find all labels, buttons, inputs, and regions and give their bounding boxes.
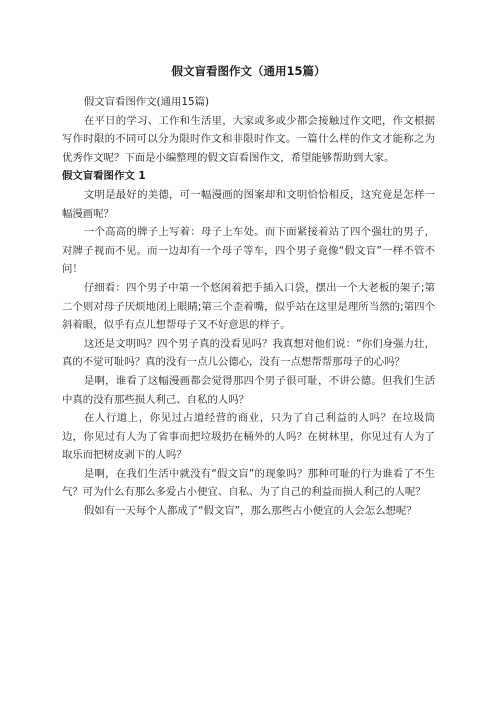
body-paragraph-7: 是啊，在我们生活中就没有“假文盲”的现象吗？那种可耻的行为谁看了不生气？可为什么有那么多爱占小便宜、自私、为了自己的利益而损人利己的人呢？ (62, 467, 435, 499)
body-paragraph-6: 在人行道上，你见过占道经营的商业，只为了自己利益的人吗？在垃圾筒边，你见过有人为了省事而把垃圾扔在桶外的人吗？在树林里，你见过有人为了取乐而把树皮剥下的人吗？ (62, 412, 435, 462)
body-paragraph-5: 是啊，谁看了这幅漫画都会觉得那四个男子很可耻，不讲公德。但我们生活中真的没有那些损人利己、自私的人吗？ (62, 374, 435, 406)
body-paragraph-4: 这还是文明吗？四个男子真的没看见吗？我真想对他们说：“你们身强力壮，真的不觉可耻吗？真的没有一点儿公德心，没有一点想帮帮那母子的心吗？ (62, 337, 435, 369)
body-paragraph-2: 一个高高的牌子上写着：母子上车处。而下面紧接着站了四个强壮的男子，对牌子视而不见。而一边却有一个母子等车，四个男子竟像“假文盲”一样不管不问！ (62, 226, 435, 276)
intro-paragraph-1: 假文盲看图作文(通用15篇) (83, 96, 210, 108)
intro-paragraph-2: 在平日的学习、工作和生活里，大家或多或少都会接触过作文吧，作文根据写作时限的不同可以分为限时作文和非限时作文。一篇什么样的作文才能称之为优秀作文呢？下面是小编整理的假文盲看图作文，希望能够帮助到大家。 (62, 114, 435, 164)
document-title: 假文盲看图作文（通用15篇） (171, 64, 326, 78)
body-paragraph-8: 假如有一天每个人都成了“假文盲”，那么那些占小便宜的人会怎么想呢？ (83, 505, 417, 518)
body-paragraph-3: 仔细看：四个男子中第一个悠闲着把手插入口袋，摆出一个大老板的架子;第二个则对母子厌烦地闭上眼睛;第三个歪着嘴，似乎站在这里是理所当然的;第四个斜着眼，似乎有点儿想帮母子又不好意思的样子。 (62, 281, 435, 332)
body-paragraph-1: 文明是最好的美德，可一幅漫画的图案却和文明恰恰相反，这究竟是怎样一幅漫画呢？ (62, 188, 435, 220)
section-heading: 假文盲看图作文 1 (62, 170, 146, 183)
